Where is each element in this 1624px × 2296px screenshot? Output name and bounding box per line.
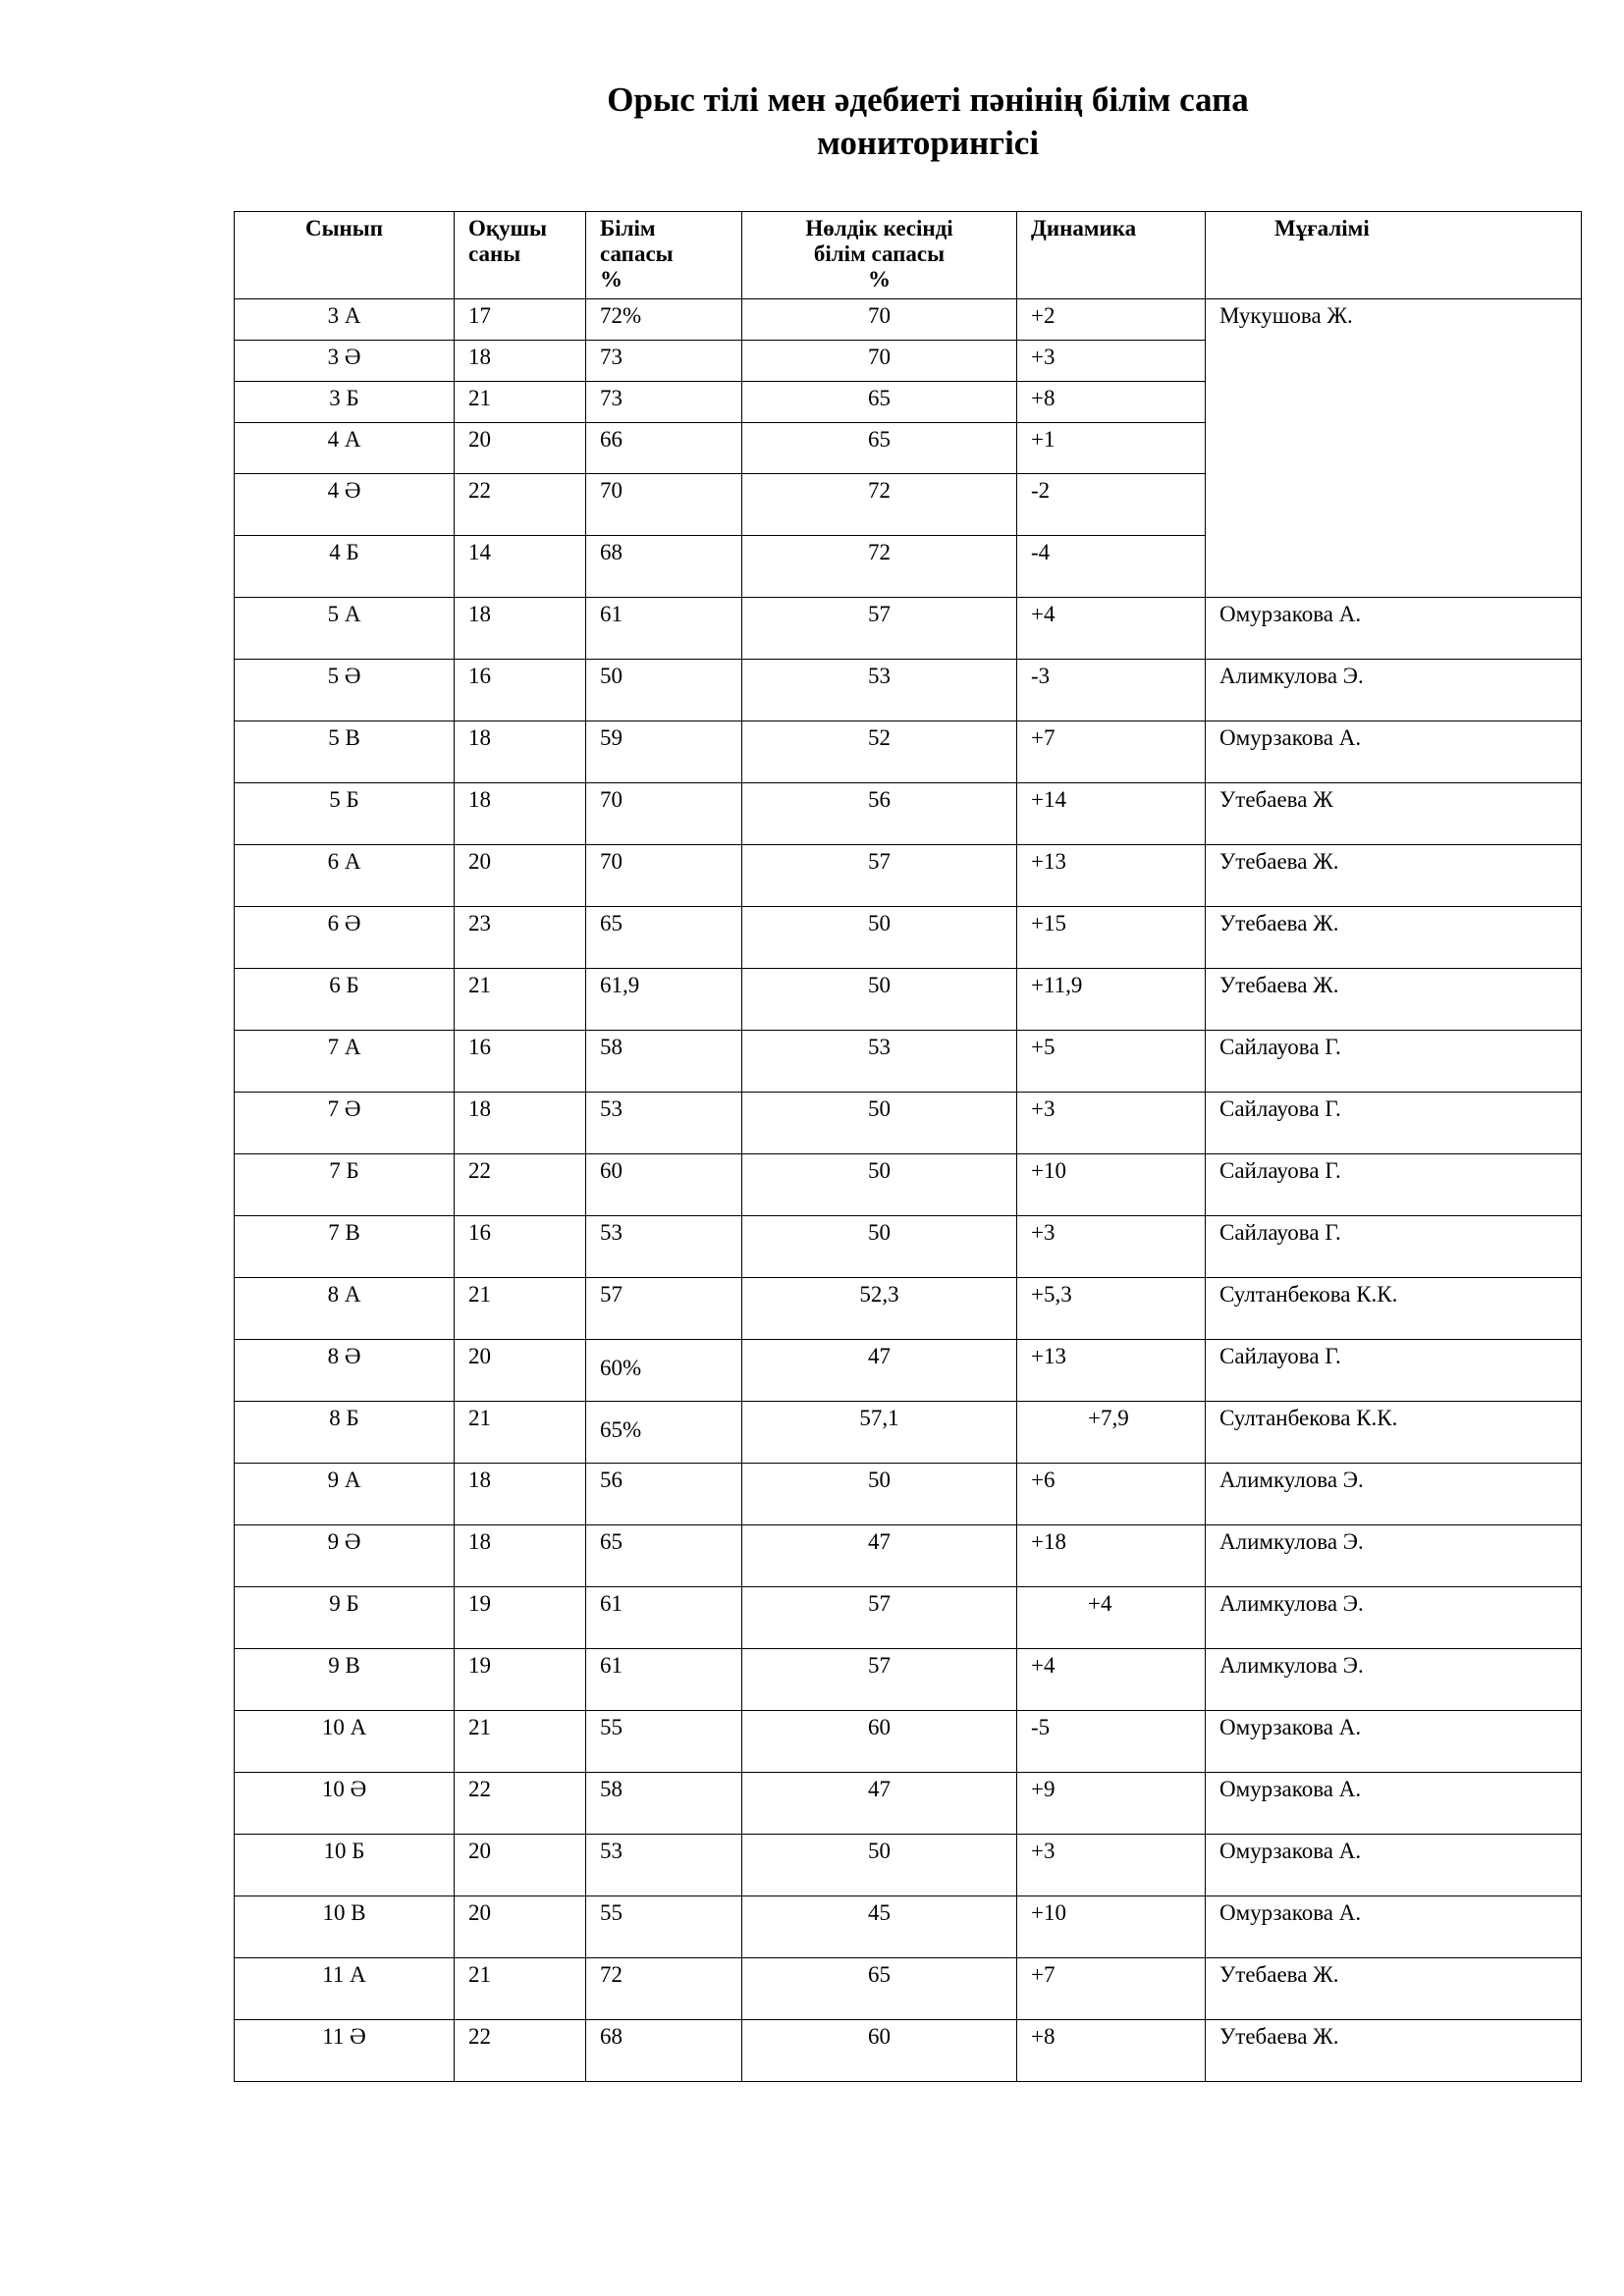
cell-quality: 70 <box>586 474 742 536</box>
cell-zero-cut: 53 <box>742 660 1017 721</box>
cell-quality: 61 <box>586 1587 742 1649</box>
table-body <box>235 598 1582 2082</box>
cell-students: 14 <box>455 536 586 598</box>
cell-zero-cut: 52 <box>742 721 1017 783</box>
cell-dynamics: -3 <box>1017 660 1206 721</box>
cell-students: 22 <box>455 474 586 536</box>
cell-class: 10 Ә <box>235 1773 455 1835</box>
table-row <box>235 1216 1582 1278</box>
cell-zero-cut: 57,1 <box>742 1402 1017 1464</box>
cell-dynamics: +3 <box>1017 1835 1206 1896</box>
table-row <box>235 1896 1582 1958</box>
cell-class: 11 Ә <box>235 2020 455 2082</box>
cell-students: 21 <box>455 969 586 1031</box>
cell-quality: 70 <box>586 783 742 845</box>
cell-quality: 61,9 <box>586 969 742 1031</box>
cell-students: 18 <box>455 721 586 783</box>
table-row <box>235 1835 1582 1896</box>
cell-quality: 72% <box>586 299 742 341</box>
cell-zero-cut: 57 <box>742 1649 1017 1711</box>
cell-zero-cut: 50 <box>742 969 1017 1031</box>
cell-quality: 61 <box>586 598 742 660</box>
header-class: Сынып <box>235 212 455 299</box>
table-row <box>235 1711 1582 1773</box>
cell-students: 22 <box>455 2020 586 2082</box>
cell-dynamics: +14 <box>1017 783 1206 845</box>
cell-zero-cut: 65 <box>742 1958 1017 2020</box>
cell-teacher: Омурзакова А. <box>1206 598 1582 660</box>
cell-zero-cut: 50 <box>742 1093 1017 1154</box>
cell-class: 4 Б <box>235 536 455 598</box>
cell-teacher: Сайлауова Г. <box>1206 1340 1582 1402</box>
cell-students: 20 <box>455 1896 586 1958</box>
cell-teacher: Утебаева Ж. <box>1206 2020 1582 2082</box>
cell-dynamics: +9 <box>1017 1773 1206 1835</box>
cell-class: 5 Ә <box>235 660 455 721</box>
table-row <box>235 660 1582 721</box>
cell-zero-cut: 60 <box>742 2020 1017 2082</box>
cell-students: 16 <box>455 660 586 721</box>
cell-class: 5 А <box>235 598 455 660</box>
cell-quality: 53 <box>586 1093 742 1154</box>
cell-dynamics: +7 <box>1017 1958 1206 2020</box>
cell-class: 10 А <box>235 1711 455 1773</box>
table-row <box>235 1525 1582 1587</box>
cell-dynamics: +6 <box>1017 1464 1206 1525</box>
table-row <box>235 721 1582 783</box>
table-row <box>235 1464 1582 1525</box>
table-row <box>235 1031 1582 1093</box>
cell-class: 4 А <box>235 423 455 474</box>
cell-teacher: Алимкулова Э. <box>1206 660 1582 721</box>
cell-quality: 73 <box>586 382 742 423</box>
cell-dynamics: +3 <box>1017 1093 1206 1154</box>
monitoring-table <box>234 211 1582 2082</box>
header-students: Оқушы саны <box>455 212 586 299</box>
table-row <box>235 299 1582 341</box>
cell-students: 21 <box>455 1958 586 2020</box>
cell-students: 20 <box>455 1835 586 1896</box>
cell-teacher: Алимкулова Э. <box>1206 1464 1582 1525</box>
cell-class: 11 А <box>235 1958 455 2020</box>
cell-class: 8 А <box>235 1278 455 1340</box>
cell-quality: 70 <box>586 845 742 907</box>
cell-dynamics: +10 <box>1017 1896 1206 1958</box>
table-row <box>235 1154 1582 1216</box>
cell-dynamics: +3 <box>1017 341 1206 382</box>
table-row <box>235 598 1582 660</box>
cell-quality: 50 <box>586 660 742 721</box>
cell-quality: 60 <box>586 1154 742 1216</box>
table-row <box>235 907 1582 969</box>
cell-class: 7 В <box>235 1216 455 1278</box>
cell-students: 20 <box>455 845 586 907</box>
cell-students: 20 <box>455 423 586 474</box>
cell-quality: 65 <box>586 1525 742 1587</box>
cell-zero-cut: 57 <box>742 845 1017 907</box>
cell-quality: 56 <box>586 1464 742 1525</box>
table-row <box>235 845 1582 907</box>
cell-students: 21 <box>455 1402 586 1464</box>
cell-zero-cut: 47 <box>742 1525 1017 1587</box>
cell-zero-cut: 47 <box>742 1340 1017 1402</box>
cell-dynamics: +7,9 <box>1017 1402 1206 1464</box>
cell-teacher: Утебаева Ж <box>1206 783 1582 845</box>
cell-teacher: Омурзакова А. <box>1206 1711 1582 1773</box>
cell-dynamics: +4 <box>1017 598 1206 660</box>
cell-class: 5 В <box>235 721 455 783</box>
cell-teacher: Омурзакова А. <box>1206 1773 1582 1835</box>
cell-quality: 55 <box>586 1896 742 1958</box>
table-row <box>235 1278 1582 1340</box>
cell-class: 6 А <box>235 845 455 907</box>
cell-zero-cut: 50 <box>742 1835 1017 1896</box>
cell-dynamics: +18 <box>1017 1525 1206 1587</box>
cell-zero-cut: 57 <box>742 598 1017 660</box>
cell-zero-cut: 72 <box>742 536 1017 598</box>
cell-quality: 55 <box>586 1711 742 1773</box>
cell-students: 18 <box>455 598 586 660</box>
cell-dynamics: +7 <box>1017 721 1206 783</box>
cell-students: 18 <box>455 783 586 845</box>
cell-class: 9 В <box>235 1649 455 1711</box>
cell-quality: 68 <box>586 536 742 598</box>
cell-quality: 58 <box>586 1773 742 1835</box>
cell-zero-cut: 65 <box>742 382 1017 423</box>
cell-students: 21 <box>455 1278 586 1340</box>
cell-class: 4 Ә <box>235 474 455 536</box>
cell-students: 22 <box>455 1154 586 1216</box>
cell-class: 10 Б <box>235 1835 455 1896</box>
cell-quality: 57 <box>586 1278 742 1340</box>
cell-class: 6 Б <box>235 969 455 1031</box>
cell-class: 7 А <box>235 1031 455 1093</box>
cell-students: 21 <box>455 1711 586 1773</box>
cell-dynamics: +8 <box>1017 2020 1206 2082</box>
cell-class: 8 Б <box>235 1402 455 1464</box>
cell-zero-cut: 60 <box>742 1711 1017 1773</box>
cell-dynamics: +5,3 <box>1017 1278 1206 1340</box>
cell-zero-cut: 57 <box>742 1587 1017 1649</box>
cell-class: 6 Ә <box>235 907 455 969</box>
cell-students: 18 <box>455 1525 586 1587</box>
cell-quality: 59 <box>586 721 742 783</box>
cell-students: 20 <box>455 1340 586 1402</box>
cell-quality: 68 <box>586 2020 742 2082</box>
cell-class: 5 Б <box>235 783 455 845</box>
cell-quality: 73 <box>586 341 742 382</box>
table-row <box>235 783 1582 845</box>
cell-students: 17 <box>455 299 586 341</box>
cell-quality: 66 <box>586 423 742 474</box>
cell-students: 16 <box>455 1031 586 1093</box>
cell-students: 16 <box>455 1216 586 1278</box>
cell-zero-cut: 45 <box>742 1896 1017 1958</box>
table-row <box>235 1093 1582 1154</box>
header-quality: Білім сапасы % <box>586 212 742 299</box>
cell-students: 18 <box>455 1464 586 1525</box>
cell-teacher: Мукушова Ж. <box>1206 299 1582 598</box>
table-row <box>235 1649 1582 1711</box>
page-title <box>363 79 1492 165</box>
cell-zero-cut: 50 <box>742 1216 1017 1278</box>
cell-teacher: Алимкулова Э. <box>1206 1649 1582 1711</box>
cell-teacher: Утебаева Ж. <box>1206 969 1582 1031</box>
header-zero-cut: Нөлдік кесінді білім сапасы % <box>742 212 1017 299</box>
cell-teacher: Сайлауова Г. <box>1206 1154 1582 1216</box>
cell-quality: 72 <box>586 1958 742 2020</box>
cell-class: 3 А <box>235 299 455 341</box>
cell-class: 9 А <box>235 1464 455 1525</box>
cell-students: 19 <box>455 1649 586 1711</box>
cell-class: 7 Ә <box>235 1093 455 1154</box>
cell-students: 22 <box>455 1773 586 1835</box>
cell-teacher: Алимкулова Э. <box>1206 1525 1582 1587</box>
cell-zero-cut: 65 <box>742 423 1017 474</box>
cell-dynamics: +2 <box>1017 299 1206 341</box>
header-teacher: Мұғалімі <box>1206 212 1582 299</box>
cell-teacher: Утебаева Ж. <box>1206 845 1582 907</box>
cell-quality: 53 <box>586 1216 742 1278</box>
table-row <box>235 1958 1582 2020</box>
table-row <box>235 1773 1582 1835</box>
cell-dynamics: -2 <box>1017 474 1206 536</box>
cell-class: 3 Б <box>235 382 455 423</box>
cell-teacher: Утебаева Ж. <box>1206 907 1582 969</box>
table-row <box>235 1340 1582 1402</box>
cell-quality: 58 <box>586 1031 742 1093</box>
cell-dynamics: +15 <box>1017 907 1206 969</box>
cell-dynamics: +13 <box>1017 1340 1206 1402</box>
cell-teacher: Султанбекова К.К. <box>1206 1402 1582 1464</box>
cell-zero-cut: 50 <box>742 907 1017 969</box>
cell-dynamics: +3 <box>1017 1216 1206 1278</box>
cell-dynamics: +13 <box>1017 845 1206 907</box>
cell-dynamics: +4 <box>1017 1649 1206 1711</box>
cell-zero-cut: 70 <box>742 299 1017 341</box>
cell-dynamics: -4 <box>1017 536 1206 598</box>
cell-teacher: Омурзакова А. <box>1206 721 1582 783</box>
cell-students: 18 <box>455 341 586 382</box>
cell-teacher: Султанбекова К.К. <box>1206 1278 1582 1340</box>
cell-zero-cut: 47 <box>742 1773 1017 1835</box>
cell-dynamics: -5 <box>1017 1711 1206 1773</box>
cell-class: 9 Б <box>235 1587 455 1649</box>
cell-class: 10 В <box>235 1896 455 1958</box>
cell-zero-cut: 56 <box>742 783 1017 845</box>
cell-teacher: Сайлауова Г. <box>1206 1216 1582 1278</box>
cell-quality <box>586 1402 742 1464</box>
title-line-1: Орыс тілі мен әдебиеті пәнінің білім сапа <box>607 80 1249 119</box>
cell-dynamics: +10 <box>1017 1154 1206 1216</box>
cell-zero-cut: 52,3 <box>742 1278 1017 1340</box>
cell-zero-cut: 72 <box>742 474 1017 536</box>
cell-zero-cut: 53 <box>742 1031 1017 1093</box>
cell-class: 3 Ә <box>235 341 455 382</box>
cell-dynamics: +1 <box>1017 423 1206 474</box>
cell-students: 23 <box>455 907 586 969</box>
table-row <box>235 2020 1582 2082</box>
header-dynamics: Динамика <box>1017 212 1206 299</box>
cell-class: 9 Ә <box>235 1525 455 1587</box>
cell-students: 19 <box>455 1587 586 1649</box>
header-row <box>235 212 1582 299</box>
cell-teacher: Сайлауова Г. <box>1206 1093 1582 1154</box>
cell-teacher: Утебаева Ж. <box>1206 1958 1582 2020</box>
table-row <box>235 969 1582 1031</box>
cell-teacher: Омурзакова А. <box>1206 1835 1582 1896</box>
cell-zero-cut: 70 <box>742 341 1017 382</box>
cell-teacher: Омурзакова А. <box>1206 1896 1582 1958</box>
cell-quality-text: 60% <box>600 1356 642 1380</box>
cell-quality: 65 <box>586 907 742 969</box>
cell-teacher: Сайлауова Г. <box>1206 1031 1582 1093</box>
cell-zero-cut: 50 <box>742 1464 1017 1525</box>
cell-quality-text: 65% <box>600 1417 642 1442</box>
cell-students: 21 <box>455 382 586 423</box>
cell-dynamics: +8 <box>1017 382 1206 423</box>
cell-teacher: Алимкулова Э. <box>1206 1587 1582 1649</box>
cell-class: 7 Б <box>235 1154 455 1216</box>
title-line-2: мониторингісі <box>816 124 1040 162</box>
cell-quality: 53 <box>586 1835 742 1896</box>
cell-dynamics: +5 <box>1017 1031 1206 1093</box>
cell-students: 18 <box>455 1093 586 1154</box>
cell-quality: 61 <box>586 1649 742 1711</box>
table-row <box>235 1402 1582 1464</box>
cell-class: 8 Ә <box>235 1340 455 1402</box>
cell-dynamics: +4 <box>1017 1587 1206 1649</box>
cell-dynamics: +11,9 <box>1017 969 1206 1031</box>
cell-quality <box>586 1340 742 1402</box>
cell-zero-cut: 50 <box>742 1154 1017 1216</box>
table-row <box>235 1587 1582 1649</box>
